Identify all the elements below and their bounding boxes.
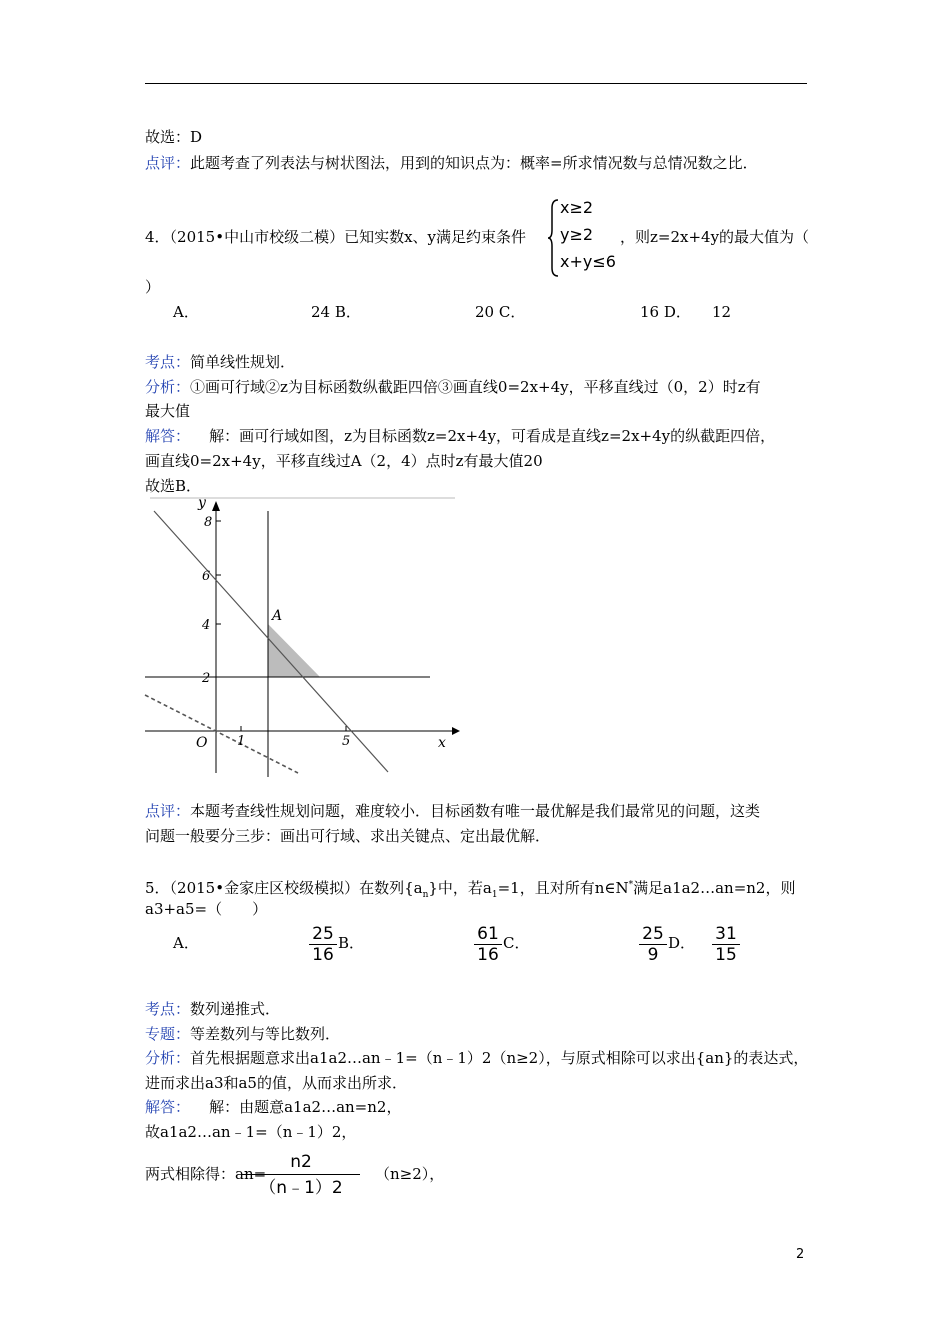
feasible-region [268, 624, 320, 677]
q5-option-d-frac: $\frac{31}{15}$ [712, 924, 740, 965]
q5-result-fraction: $\frac{n2}{(n﹣1)2}$ [242, 1150, 360, 1201]
q4-kaodian: 考点：简单线性规划． [145, 353, 296, 371]
objective-line [145, 695, 298, 773]
q5-stem: 5．（2015•金家庄区校级模拟）在数列$\{a_n\}$中，若$a_1=1$，且对所有n∈N*满足a1a2…an=n2，则 [145, 879, 796, 900]
constraint-1: x≥2 [560, 198, 594, 217]
q5-jieda-2: 故a1a2…an﹣1=（n﹣1）2， [145, 1123, 357, 1141]
q4-stem: 4．（2015•中山市校级二模）已知实数x、y满足约束条件 [145, 228, 527, 246]
y-tick-8: 8 [204, 515, 213, 530]
x-tick-5: 5 [342, 734, 351, 749]
q4-option-b: 24 B． [311, 303, 361, 321]
q5-option-c: C． [503, 934, 530, 952]
q4-jieda-2: 画直线0=2x+4y，平移直线过A（2，4）点时z有最大值20 [145, 452, 543, 470]
header-rule [145, 83, 807, 84]
q5-option-c-frac: $\frac{25}{9}$ [639, 924, 667, 965]
q4-jieda-3: 故选B． [145, 477, 202, 495]
q4-option-a: A． [173, 303, 199, 321]
q4-option-c: 20 C． [475, 303, 526, 321]
axis-label-x: x [438, 735, 446, 751]
q5-option-b: B． [338, 934, 365, 952]
q5-jieda: 解答： 解：由题意a1a2…an=n2， [145, 1098, 402, 1116]
q4-option-d-value: 12 [712, 303, 732, 321]
q5-option-a: A． [173, 934, 199, 952]
axis-label-y: y [198, 495, 206, 511]
q5-option-b-frac: $\frac{61}{16}$ [474, 924, 502, 965]
q4-fenxi: 分析：①画可行域②z为目标函数纵截距四倍③画直线0=2x+4y，平移直线过（0，2）时z有 [145, 378, 761, 396]
constraint-2: y≥2 [560, 225, 594, 244]
q5-option-d: D． [668, 934, 696, 952]
q3-comment: 点评：此题考查了列表法与树状图法，用到的知识点为：概率=所求情况数与总情况数之比． [145, 154, 758, 172]
x-tick-1: 1 [237, 734, 246, 749]
q4-fenxi-2: 最大值 [145, 402, 191, 420]
q4-stem-tail: ，则z=2x+4y的最大值为（ [620, 228, 810, 246]
y-tick-4: 4 [202, 618, 211, 633]
q3-answer: 故选：D [145, 128, 203, 146]
q4-dianping: 点评：本题考查线性规划问题，难度较小．目标函数有唯一最优解是我们最常见的问题，这类 [145, 802, 761, 820]
constraint-system [548, 198, 618, 278]
q5-jieda-3-post: （n≥2）， [375, 1165, 445, 1183]
brace-icon [548, 198, 560, 278]
q5-kaodian: 考点：数列递推式． [145, 1000, 281, 1018]
q5-fenxi-2: 进而求出a3和a5的值，从而求出所求． [145, 1074, 407, 1092]
q5-stem-2: a3+a5=（ ） [145, 900, 268, 918]
q4-dianping-2: 问题一般要分三步：画出可行域、求出关键点、定出最优解． [145, 827, 551, 845]
q5-jieda-3: 两式相除得：an= [145, 1165, 267, 1183]
origin-label: O [196, 735, 208, 751]
page-number: 2 [796, 1247, 805, 1262]
y-tick-6: 6 [202, 569, 211, 584]
line-x-plus-y-eq-6 [154, 511, 388, 772]
feasible-region-graph [140, 495, 460, 780]
point-a-label: A [272, 608, 283, 624]
constraint-3: x+y≤6 [560, 252, 616, 271]
q5-option-a-frac: $\frac{25}{16}$ [309, 924, 337, 965]
q4-stem-close: ） [145, 278, 161, 296]
y-tick-2: 2 [202, 671, 211, 686]
q4-option-d: 16 D． [640, 303, 691, 321]
q5-fenxi: 分析：首先根据题意求出a1a2…an﹣1=（n﹣1）2（n≥2），与原式相除可以求出{an}的表达式， [145, 1049, 809, 1067]
q4-jieda: 解答： 解：画可行域如图，z为目标函数z=2x+4y，可看成是直线z=2x+4y的纵截距四倍， [145, 427, 776, 445]
q5-zhuanti: 专题：等差数列与等比数列． [145, 1025, 341, 1043]
